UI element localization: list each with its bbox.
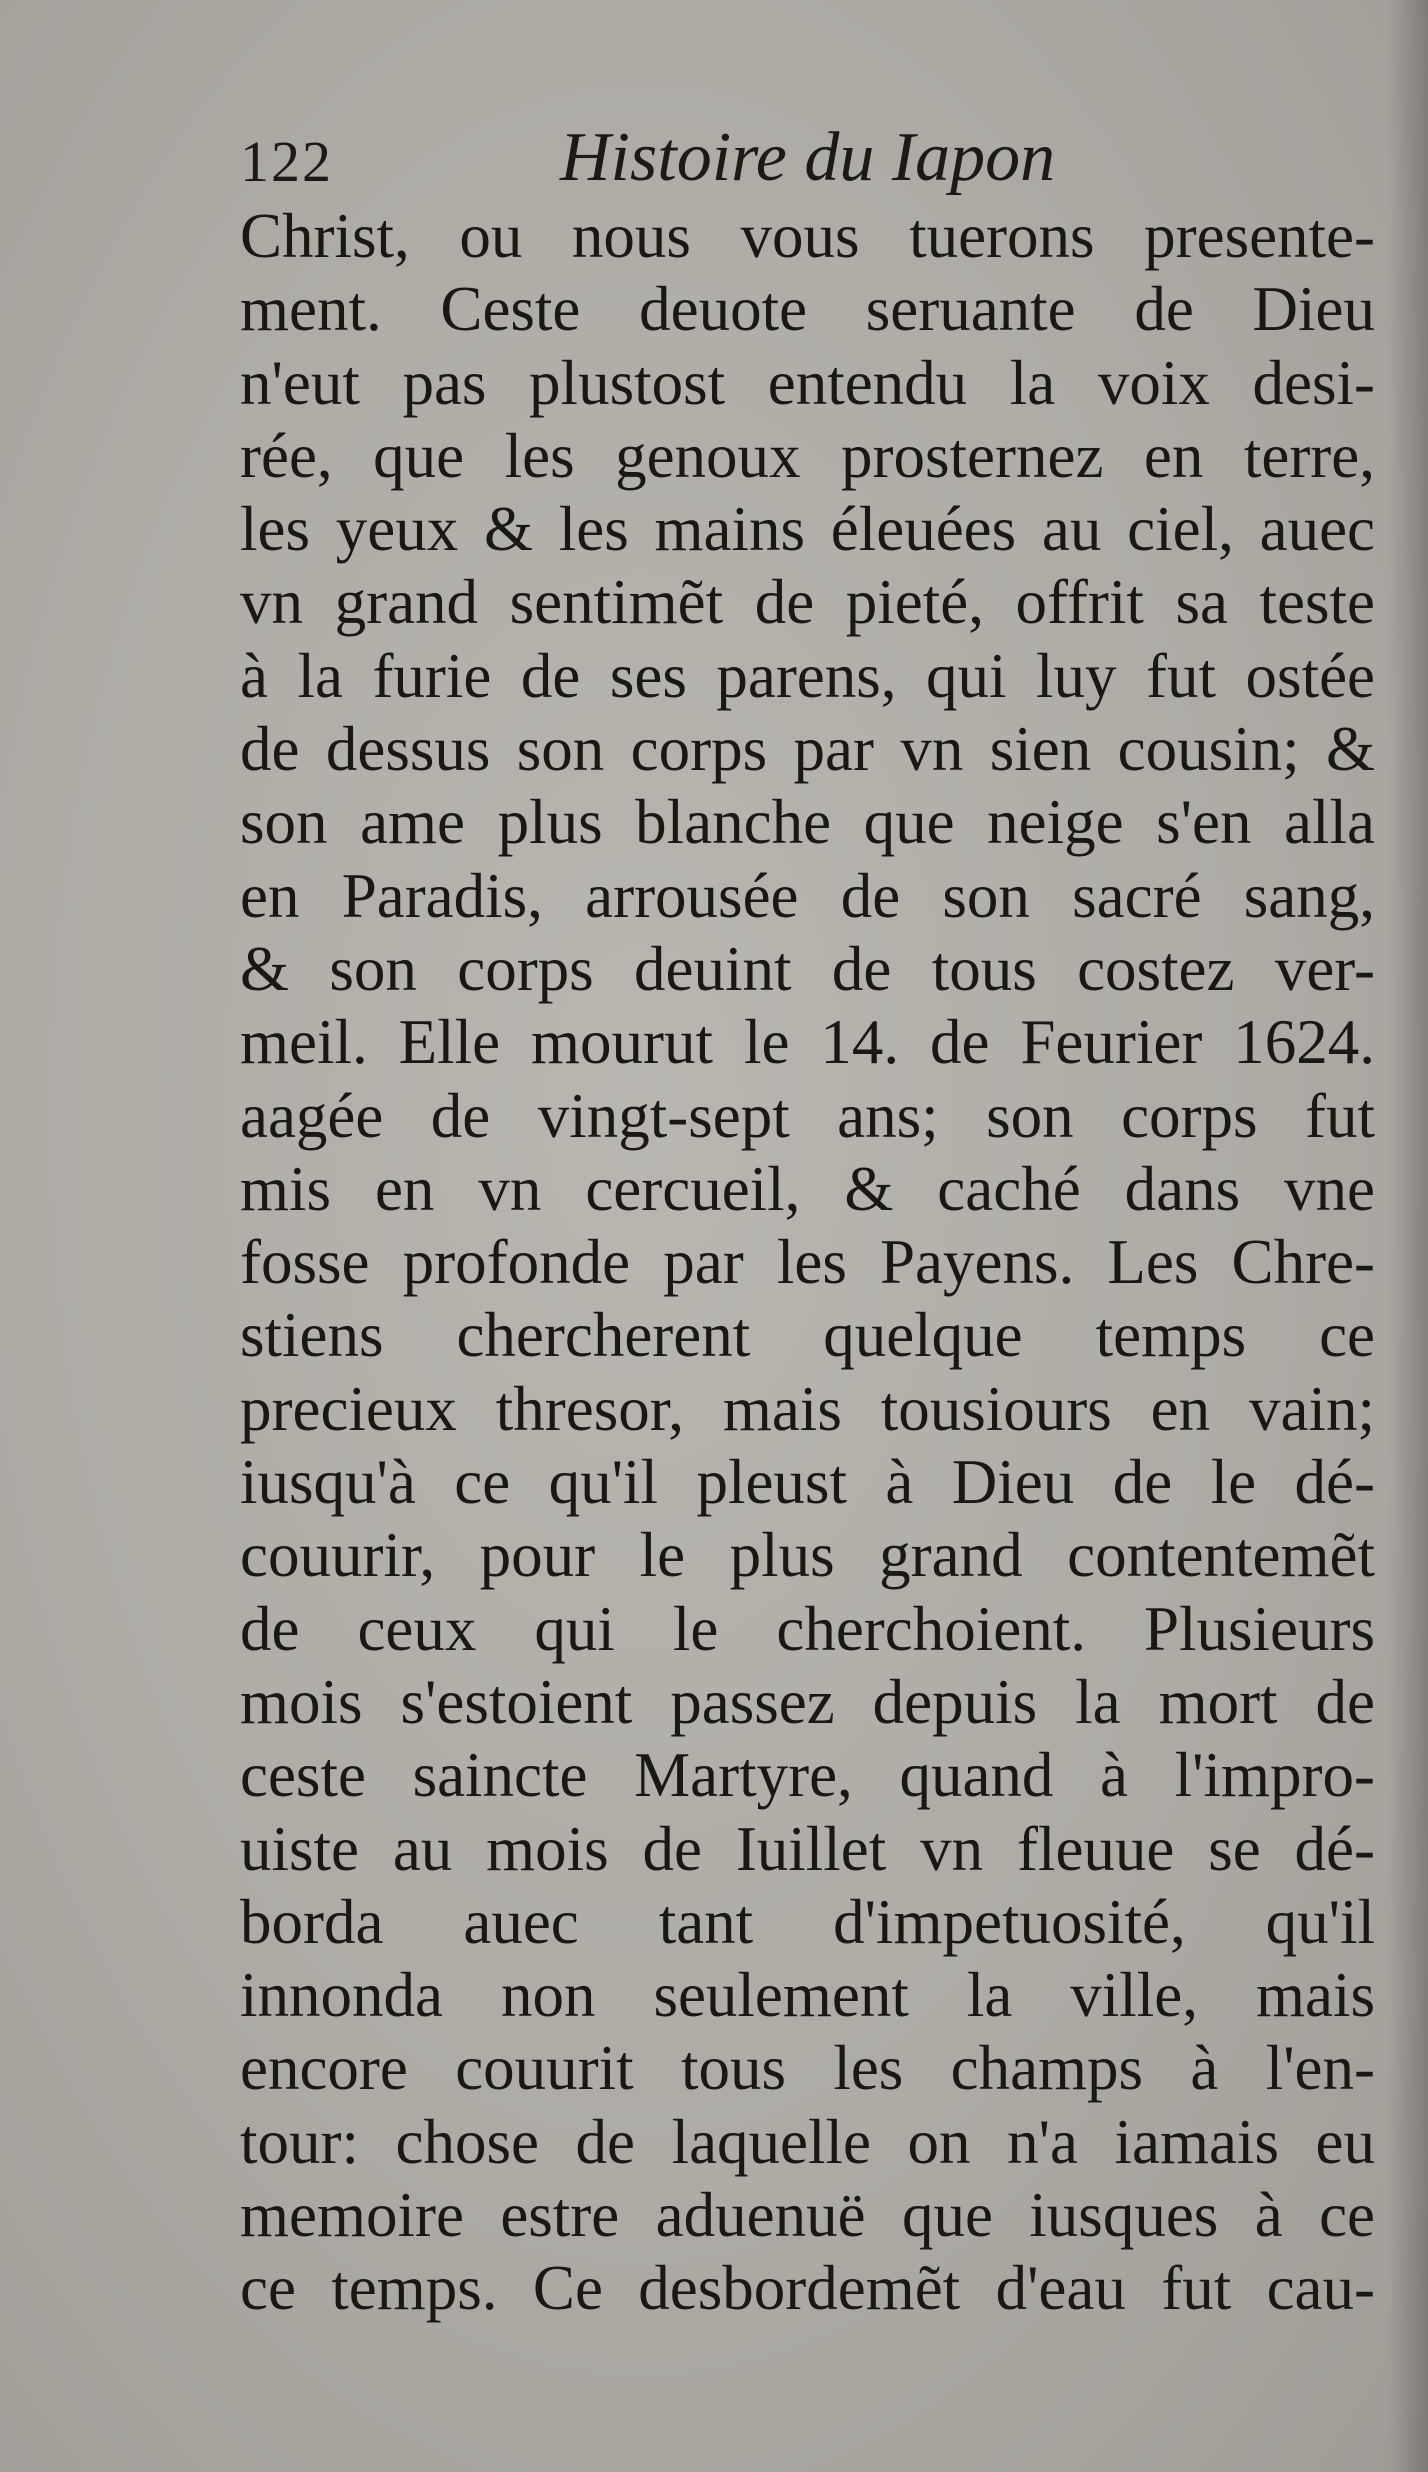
text-line: aagée de vingt-sept ans; son corps fut	[240, 1080, 1375, 1151]
text-line: precieux thresor, mais tousiours en vain;	[240, 1373, 1375, 1444]
body-text	[240, 200, 1375, 2326]
text-line: mis en vn cercueil, & caché dans vne	[240, 1153, 1375, 1224]
text-line: mois s'estoient passez depuis la mort de	[240, 1666, 1375, 1737]
text-line: ce temps. Ce desbordemẽt d'eau fut cau-	[240, 2253, 1375, 2324]
page-edge-shadow	[1388, 0, 1428, 2472]
text-line: tour: chose de laquelle on n'a iamais eu	[240, 2106, 1375, 2177]
text-line: couurir, pour le plus grand contentemẽt	[240, 1520, 1375, 1591]
text-line: les yeux & les mains éleuées au ciel, auec	[240, 494, 1375, 565]
page-number: 122	[240, 129, 333, 194]
text-line: borda auec tant d'impetuosité, qu'il	[240, 1886, 1375, 1957]
text-line: ceste saincte Martyre, quand à l'impro-	[240, 1740, 1375, 1811]
text-line: encore couurit tous les champs à l'en-	[240, 2033, 1375, 2104]
running-title: Histoire du Iapon	[560, 119, 1056, 196]
text-line: de ceux qui le cherchoient. Plusieurs	[240, 1593, 1375, 1664]
text-line: de dessus son corps par vn sien cousin; &	[240, 714, 1375, 785]
text-line: stiens chercherent quelque temps ce	[240, 1300, 1375, 1371]
text-line: iusqu'à ce qu'il pleust à Dieu de le dé-	[240, 1447, 1375, 1518]
text-line: vn grand sentimẽt de pieté, offrit sa teste	[240, 567, 1375, 638]
text-line: ment. Ceste deuote seruante de Dieu	[240, 274, 1375, 345]
text-line: & son corps deuint de tous costez ver-	[240, 933, 1375, 1004]
text-line: son ame plus blanche que neige s'en alla	[240, 787, 1375, 858]
text-line: uiste au mois de Iuillet vn fleuue se dé-	[240, 1813, 1375, 1884]
text-line: innonda non seulement la ville, mais	[240, 1960, 1375, 2031]
text-line: rée, que les genoux prosternez en terre,	[240, 420, 1375, 491]
text-line: fosse profonde par les Payens. Les Chre-	[240, 1227, 1375, 1298]
text-line: Christ, ou nous vous tuerons presente-	[240, 201, 1375, 271]
text-line: en Paradis, arrousée de son sacré sang,	[240, 860, 1375, 931]
text-line: n'eut pas plustost entendu la voix desi-	[240, 347, 1375, 418]
text-line: meil. Elle mourut le 14. de Feurier 1624.	[240, 1007, 1375, 1078]
text-line: memoire estre aduenuë que iusques à ce	[240, 2180, 1375, 2251]
text-line: à la furie de ses parens, qui luy fut ostée	[240, 640, 1375, 711]
running-head	[240, 118, 1360, 208]
